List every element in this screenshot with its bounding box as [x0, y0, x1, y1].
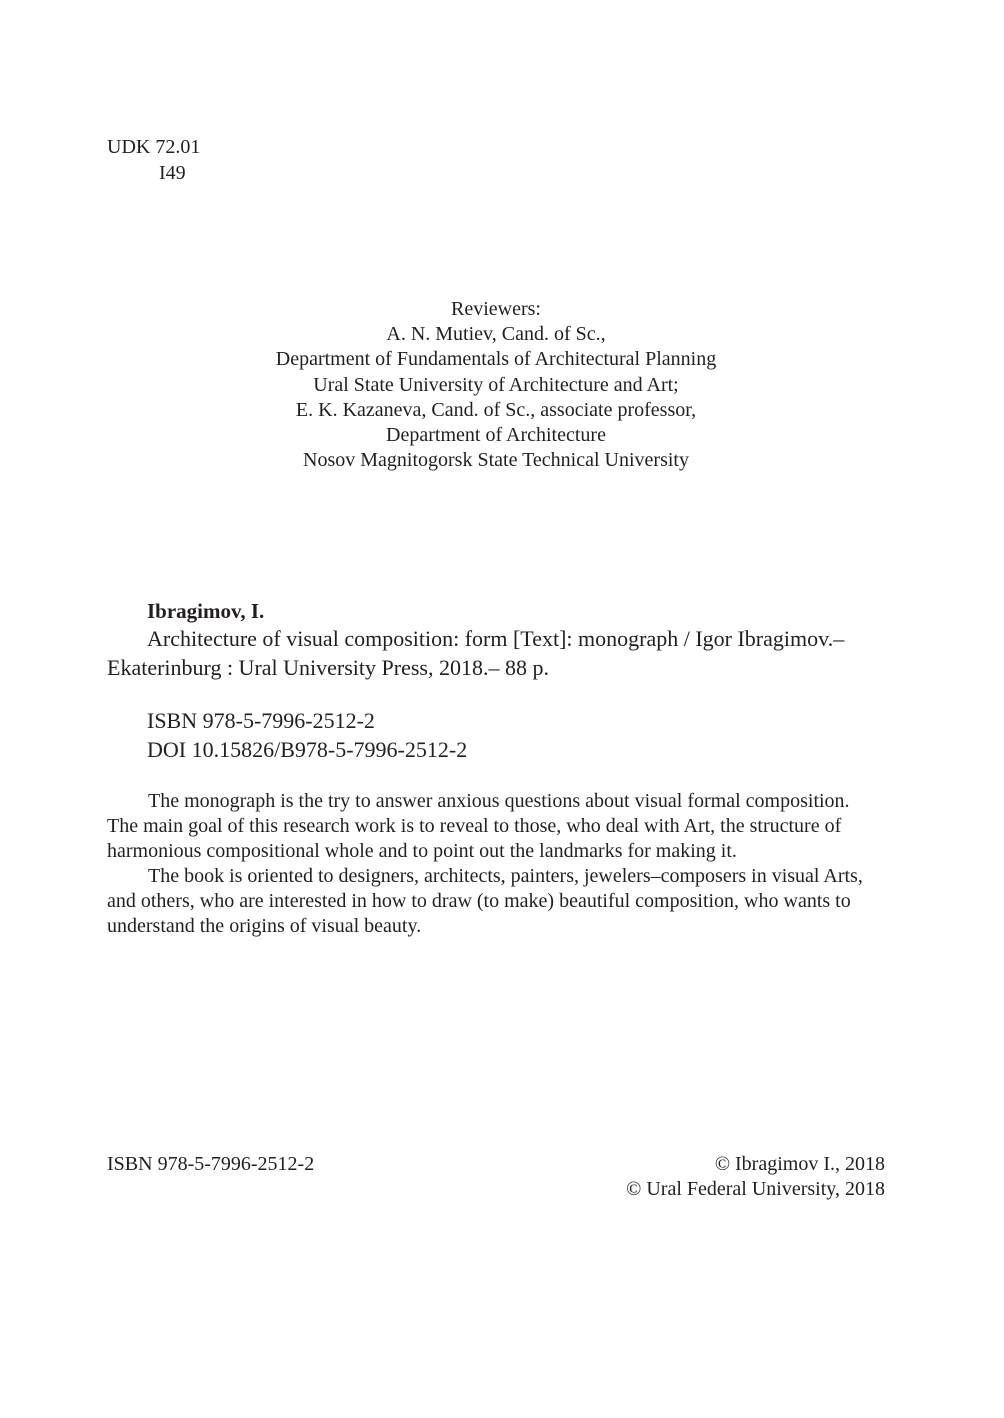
reviewer-line: Ural State University of Architecture and Art; [313, 373, 679, 396]
abstract-line: The book is oriented to designers, architects, painters, jewelers–composers in visual Arts, [148, 865, 863, 887]
reviewers-block [246, 297, 746, 473]
copyright-block [626, 1152, 885, 1202]
abstract-line: understand the origins of visual beauty. [107, 915, 422, 937]
classification-block [107, 134, 200, 186]
isbn-number: ISBN 978-5-7996-2512-2 [147, 708, 375, 733]
doi-number: DOI 10.15826/B978-5-7996-2512-2 [147, 737, 468, 762]
abstract-line: harmonious compositional whole and to point out the landmarks for making it. [107, 840, 737, 862]
abstract-line: and others, who are interested in how to draw (to make) beautiful composition, who wants to [107, 890, 851, 912]
bib-line-title: Architecture of visual composition: form [Text]: monograph / Igor Ibragimov.– [147, 626, 845, 651]
reviewer-line: A. N. Mutiev, Cand. of Sc., [386, 323, 606, 346]
reviewer-line: Department of Fundamentals of Architectural Planning [275, 348, 717, 371]
reviewers-heading: Reviewers: [451, 298, 541, 320]
reviewer-line: Nosov Magnitogorsk State Technical University [303, 449, 689, 472]
abstract-line: The main goal of this research work is to reveal to those, who deal with Art, the structure of [107, 815, 842, 837]
reviewer-line: E. K. Kazaneva, Cand. of Sc., associate professor, [295, 398, 697, 421]
bib-line-publisher: Ekaterinburg : Ural University Press, 2018.– 88 p. [107, 655, 549, 680]
copyright-publisher: © Ural Federal University, 2018 [626, 1178, 885, 1200]
bib-author: Ibragimov, I. [147, 599, 265, 623]
udk-code: UDK 72.01 [107, 136, 201, 158]
author-mark: I49 [159, 162, 186, 184]
footer-isbn: ISBN 978-5-7996-2512-2 [107, 1153, 315, 1175]
abstract-line: The monograph is the try to answer anxious questions about visual formal composition. [148, 790, 850, 812]
reviewer-line: Department of Architecture [386, 424, 606, 447]
bib-description [107, 624, 907, 682]
abstract-block [107, 789, 907, 939]
copyright-author: © Ibragimov I., 2018 [714, 1153, 885, 1175]
identifiers-block [147, 706, 467, 764]
